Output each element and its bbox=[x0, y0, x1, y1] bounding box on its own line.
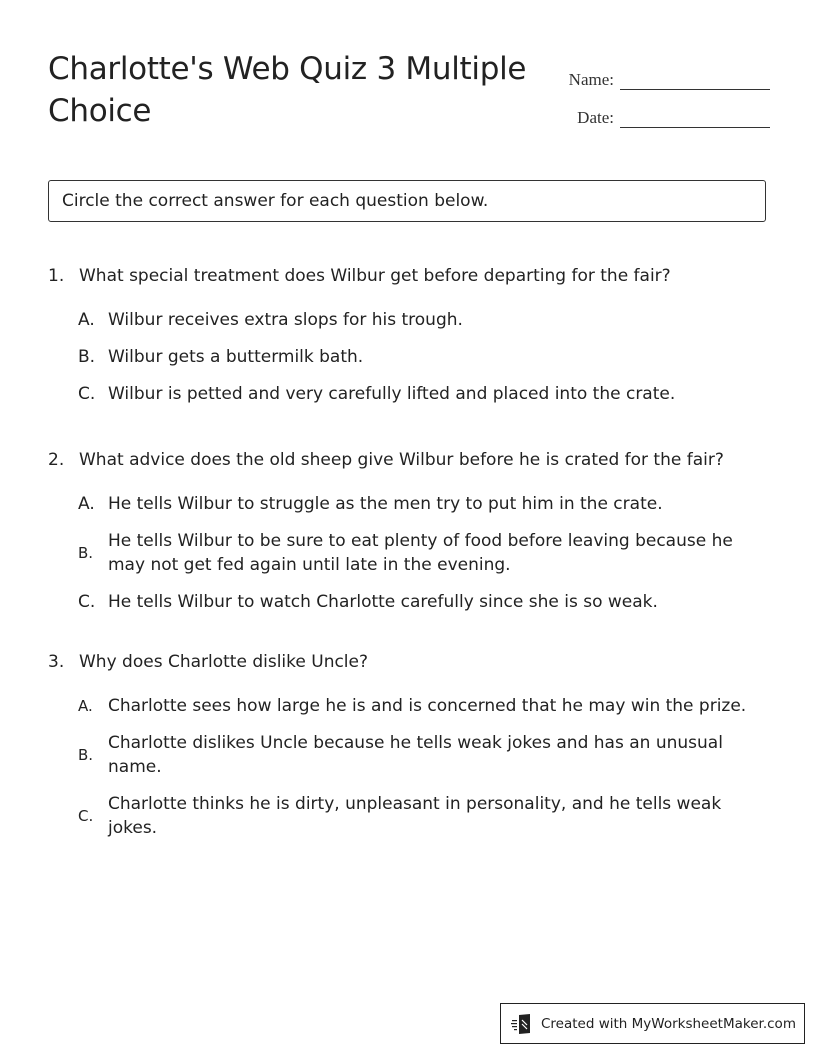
option-text: He tells Wilbur to struggle as the men try to put him in the crate. bbox=[108, 494, 663, 514]
question-1 bbox=[48, 264, 768, 419]
option-letter: A. bbox=[78, 697, 93, 715]
date-blank-line[interactable] bbox=[620, 103, 770, 128]
option-text: Wilbur receives extra slops for his trough. bbox=[108, 310, 463, 330]
question-stem bbox=[48, 650, 768, 674]
answer-option-c[interactable] bbox=[78, 382, 768, 406]
option-text: He tells Wilbur to watch Charlotte carefully since she is so weak. bbox=[108, 592, 658, 612]
answer-option-c[interactable] bbox=[78, 792, 768, 840]
question-number: 2. bbox=[48, 450, 65, 470]
question-text: What special treatment does Wilbur get before departing for the fair? bbox=[79, 266, 671, 286]
option-letter: C. bbox=[78, 592, 96, 612]
worksheet-maker-logo-icon bbox=[511, 1013, 535, 1035]
option-letter: B. bbox=[78, 746, 94, 764]
option-text: Wilbur is petted and very carefully lifted and placed into the crate. bbox=[108, 384, 676, 404]
name-field bbox=[540, 52, 770, 90]
footer-credit[interactable] bbox=[500, 1003, 805, 1044]
question-3 bbox=[48, 650, 768, 853]
answer-option-a[interactable] bbox=[78, 308, 768, 332]
name-label: Name: bbox=[568, 70, 614, 89]
option-text: Wilbur gets a buttermilk bath. bbox=[108, 347, 364, 367]
option-letter: C. bbox=[78, 807, 94, 825]
question-2 bbox=[48, 448, 768, 627]
name-date-fields bbox=[540, 52, 770, 128]
question-stem bbox=[48, 264, 768, 288]
option-letter: B. bbox=[78, 347, 96, 367]
answer-option-b[interactable] bbox=[78, 731, 768, 779]
option-text: He tells Wilbur to be sure to eat plenty of food before leaving because he may not get fed again until late in the evening. bbox=[108, 531, 733, 575]
answer-option-b[interactable] bbox=[78, 529, 768, 577]
option-text: Charlotte sees how large he is and is concerned that he may win the prize. bbox=[108, 696, 747, 716]
option-text: Charlotte dislikes Uncle because he tells weak jokes and has an unusual name. bbox=[108, 733, 723, 777]
instructions-box: Circle the correct answer for each question below. bbox=[48, 180, 766, 222]
option-letter: A. bbox=[78, 494, 95, 514]
answer-option-a[interactable] bbox=[78, 492, 768, 516]
answer-option-b[interactable] bbox=[78, 345, 768, 369]
footer-text: Created with MyWorksheetMaker.com bbox=[541, 1015, 796, 1032]
question-stem bbox=[48, 448, 768, 472]
answer-options bbox=[78, 492, 768, 614]
name-blank-line[interactable] bbox=[620, 65, 770, 90]
option-letter: A. bbox=[78, 310, 95, 330]
date-field bbox=[540, 90, 770, 128]
answer-option-a[interactable] bbox=[78, 694, 768, 718]
page-title: Charlotte's Web Quiz 3 Multiple Choice bbox=[48, 51, 527, 129]
answer-options bbox=[78, 308, 768, 406]
date-label: Date: bbox=[577, 108, 614, 127]
option-letter: C. bbox=[78, 384, 96, 404]
answer-options bbox=[78, 694, 768, 840]
question-number: 3. bbox=[48, 652, 65, 672]
option-letter: B. bbox=[78, 544, 94, 562]
question-text: Why does Charlotte dislike Uncle? bbox=[79, 652, 369, 672]
question-text: What advice does the old sheep give Wilbur before he is crated for the fair? bbox=[79, 450, 724, 470]
answer-option-c[interactable] bbox=[78, 590, 768, 614]
option-text: Charlotte thinks he is dirty, unpleasant in personality, and he tells weak jokes. bbox=[108, 794, 722, 838]
question-number: 1. bbox=[48, 266, 65, 286]
